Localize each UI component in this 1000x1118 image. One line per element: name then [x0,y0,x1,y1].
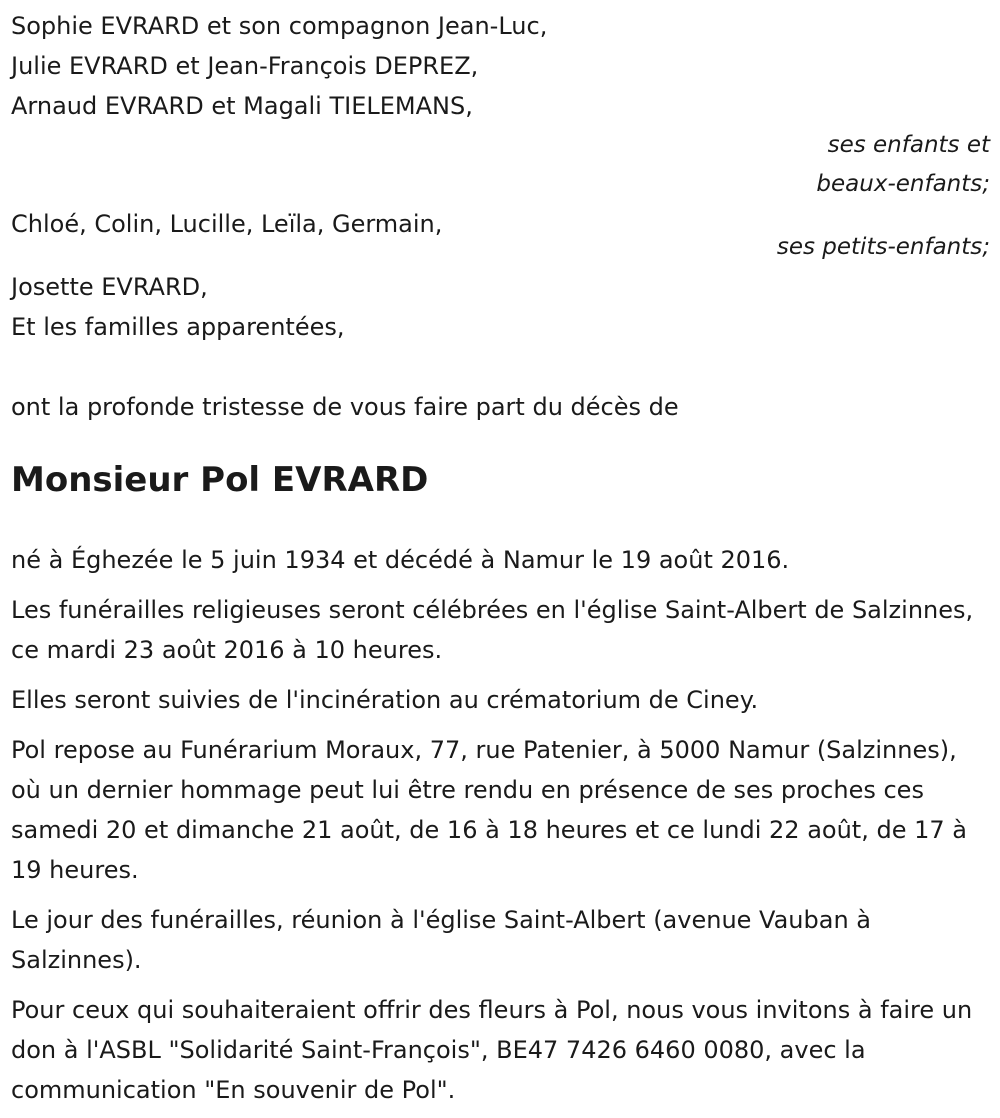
deceased-name: Monsieur Pol EVRARD [11,460,429,500]
birth-death-paragraph: né à Éghezée le 5 juin 1934 et décédé à Namur le 19 août 2016. [11,546,790,574]
family-line-1: Sophie EVRARD et son compagnon Jean-Luc, [11,12,548,40]
grandchildren-label: ses petits-enfants; [776,234,990,260]
families-line: Et les familles apparentées, [11,313,345,341]
cremation-paragraph: Elles seront suivies de l'incinération au crématorium de Ciney. [11,686,759,714]
spacer [11,347,990,387]
children-label-2: beaux-enfants; [816,171,990,197]
grandchildren-line: Chloé, Colin, Lucille, Leïla, Germain, [11,210,443,238]
donation-paragraph: Pour ceux qui souhaiteraient offrir des fleurs à Pol, nous vous invitons à faire un don à l'ASBL "Solidarité Saint-François", BE47 7426 6460 0080, avec la communication "En souvenir de Pol". [11,996,973,1104]
announcement-line: ont la profonde tristesse de vous faire part du décès de [11,393,679,421]
funeral-paragraph: Les funérailles religieuses seront célébrées en l'église Saint-Albert de Salzinnes, ce mardi 23 août 2016 à 10 heures. [11,596,974,664]
sister-line: Josette EVRARD, [11,273,208,301]
children-label-1: ses enfants et [827,132,990,158]
family-line-2: Julie EVRARD et Jean-François DEPREZ, [11,52,479,80]
meeting-paragraph: Le jour des funérailles, réunion à l'église Saint-Albert (avenue Vauban à Salzinnes). [11,906,872,974]
funerarium-paragraph: Pol repose au Funérarium Moraux, 77, rue Patenier, à 5000 Namur (Salzinnes), où un dernier hommage peut lui être rendu en présence de ses proches ces samedi 20 et dimanche 21 août, de 16 à 18 heures et ce lundi 22 août, de 17 à 19 heures. [11,736,967,884]
family-line-3: Arnaud EVRARD et Magali TIELEMANS, [11,92,473,120]
